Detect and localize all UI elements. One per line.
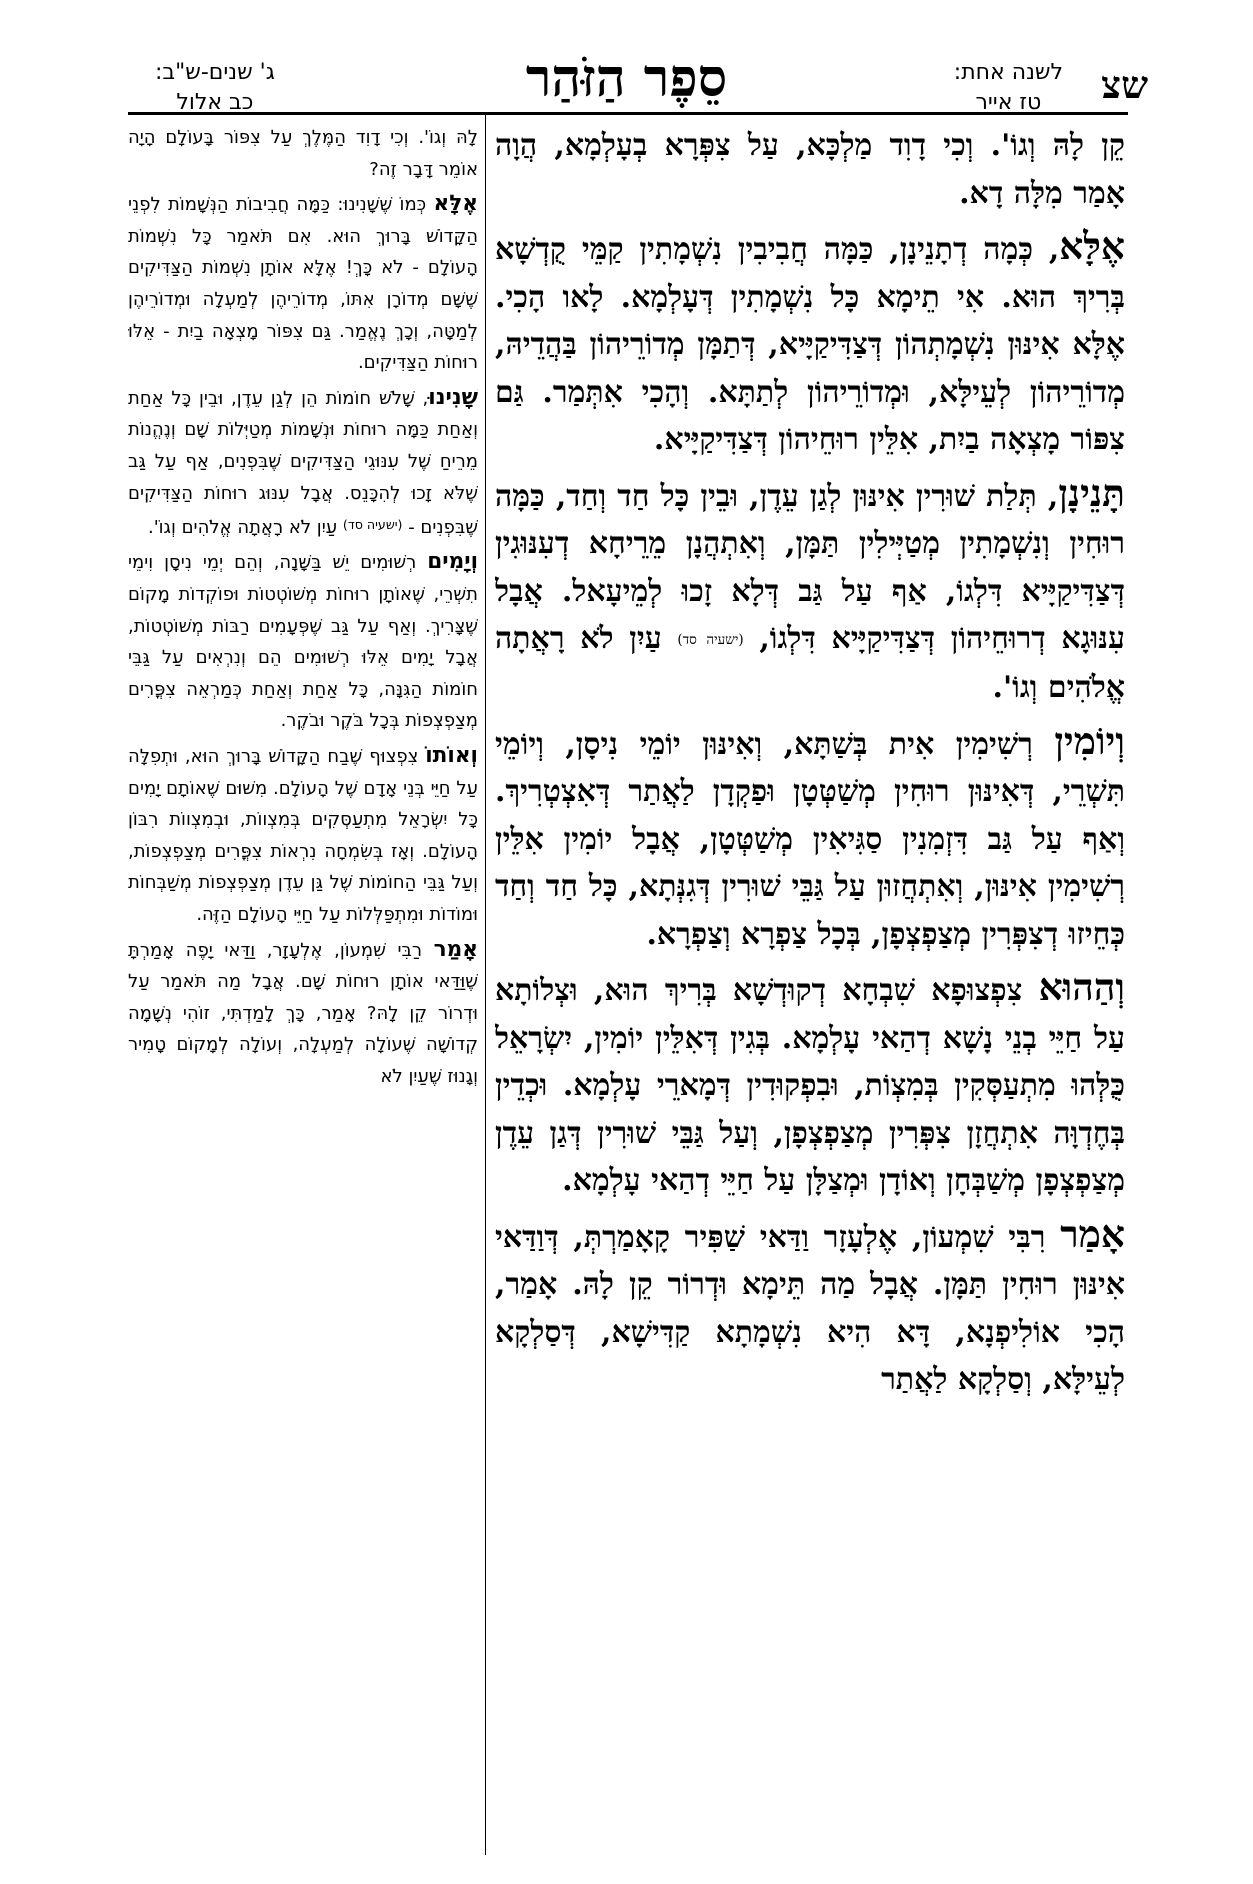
schedule-date: כב אלול	[176, 90, 254, 115]
paragraph	[128, 188, 478, 379]
paragraph-text: רְשׁוּמִים יֵשׁ בַּשָּׁנָה, וְהֵם יְמֵי נִיסָן וִימֵי תִשְׁרֵי, שֶׁאוֹתָן רוּחוֹת מְשׁוֹטְטוֹת וּפוֹקְדוֹת מָקוֹם שֶׁצָּרִיךְ. וְאַף עַל גַּב שֶׁפְּעָמִים רַבּוֹת מְשׁוֹטְטוֹת, אֲבָל יָמִים אֵלּוּ רְשׁוּמִים הֵם וְנִרְאִים עַל גַּבֵּי חוֹמוֹת הַגִּנָּה, כָּל אַחַת וְאַחַת כְּמַרְאֵה צִפֳּרִים מְצַפְצְפוֹת בְּכָל בֹּקֶר וּבֹקֶר.	[128, 552, 478, 732]
paragraph-text: צִפְצוּפָא שִׁבְחָא דְקוּדְשָׁא בְּרִיךְ הוּא, וּצְלוֹתָא עַל חַיֵּי בְנֵי נָשָׁא דְהַאי עָלְמָא. בְּגִין דְּאִלֵּין יוֹמִין, יִשְׂרָאֵל כֻּלְּהוּ מִתְעַסְּקִין בְּמִצְוֹת, וּבִפְקוּדִין דְּמָארֵי עָלְמָא. וּכְדֵין בְּחֶדְוָּה אִתְחֲזָן צִפְּרִין מְצַפְצְפָן, וְעַל גַּבֵּי שׁוּרִין דְּגַן עֵדֶן מְצַפְצְפָן מְשַׁבְּחָן וְאוֹדָן וּמְצַלָּן עַל חַיֵּי דְהַאי עָלְמָא.	[495, 973, 1125, 1199]
paragraph-lead-word: וְיוֹמִין	[1054, 718, 1125, 763]
paragraph	[495, 470, 1125, 712]
study-schedule-three-years	[155, 58, 275, 118]
paragraph-text: רַבִּי שִׁמְעוֹן, אֶלְעָזָר, וַדַּאי יָפֶה אָמַרְתָּ שֶׁוַּדַּאי אוֹתָן רוּחוֹת שָׁם. אֲבָל מַה תֹּאמַר עַל וּדְרוֹר קֵן לָהּ? אָמַר, כָּךְ לָמַדְתִּי, זוֹהִי נְשָׁמָה קְדוֹשָׁה שֶׁעוֹלָה לְמַעְלָה, וְעוֹלָה לְמָקוֹם טָמִיר וְגָנוּז שֶׁעַיִן לֹא	[128, 939, 478, 1087]
paragraph-text: רְשִׁימִין אִית בְּשַׁתָּא, וְאִינּוּן יוֹמֵי נִיסָן, וְיוֹמֵי תִּשְׁרֵי, דְּאִינּוּן רוּחִין מְשַׁטְּטָן וּפַקְדָן לַאֲתַר דְּאִצְטְרִיךְ. וְאַף עַל גַּב דִּזְמִנִין סַגִּיאִין מְשַׁטְּטָן, אֲבָל יוֹמִין אִלֵּין רְשִׁימִין אִינּוּן, וְאִתְחֲזוּן עַל גַּבֵּי שׁוּרִין דְּגִנְּתָא, כָּל חַד וְחַד כְּחֵיזוּ דְצִפְּרִין מְצַפְצְפָן, בְּכָל צַפְרָא וְצַפְרָא.	[495, 726, 1125, 952]
paragraph	[495, 964, 1125, 1205]
paragraph	[495, 223, 1125, 464]
paragraph-text: כְּמוֹ שֶׁשָּׁנִינוּ: כַּמָּה חֲבִיבוֹת הַנְּשָׁמוֹת לִפְנֵי הַקָּדוֹשׁ בָּרוּךְ הוּא. אִם תֹּאמַר כָּל נִשְׁמוֹת הָעוֹלָם - לֹא כָּךְ! אֶלָּא אוֹתָן נִשְׁמוֹת הַצַּדִּיקִים שֶׁשָּׁם מְדוֹרָן אִתּוֹ, מְדוֹרֵיהֶן לְמַעְלָה וּמְדוֹרֵיהֶן לְמַטָּה, וְכָךְ נֶאֱמַר. גַּם צִפּוֹר מָצְאָה בַיִת - אֵלּוּ רוּחוֹת הַצַּדִּיקִים.	[128, 194, 478, 374]
paragraph	[128, 740, 478, 931]
paragraph-lead-word: אָמַר	[1060, 1211, 1125, 1256]
paragraph-text: לָהּ וְגוֹ'. וְכִי דָוִד הַמֶּלֶךְ עַל צִפּוֹר בָּעוֹלָם הָיָה אוֹמֵר דָּבָר זֶה?	[128, 127, 478, 180]
paragraph-text: , כְּמָה דְתָנֵינָן, כַּמָּה חֲבִיבִין נִשְׁמָתִין קַמֵּי קֻדְשָׁא בְּרִיךְ הוּא. אִי תֵימָא כָּל נִשְׁמָתִין דְּעָלְמָא. לָאו הָכִי. אֶלָּא אִינּוּן נִשְׁמָתְהוֹן דְּצַדִּיקַיָּיא, דְּתַמָּן מְדוֹרֵיהוֹן בַּהֲדֵיהּ, מְדוֹרֵיהוֹן לְעֵילָּא, וּמְדוֹרֵיהוֹן לְתַתָּא. וְהָכִי אִתְּמַר. גַּם צִפּוֹר מָצְאָה בַיִת, אִלֵּין רוּחֵיהוֹן דְּצַדִּיקַיָּיא.	[495, 232, 1125, 457]
paragraph-lead-word: אָמַר	[433, 936, 478, 962]
scripture-reference: (ישעיה סד)	[677, 631, 744, 648]
paragraph-lead-word: וְיָמִים	[427, 549, 478, 575]
paragraph	[128, 546, 478, 737]
paragraph-text: עַיִן לֹא רָאֲתָה אֱלֹהִים וְגוֹ'.	[495, 621, 1125, 706]
page-header	[0, 40, 1253, 115]
header-rule	[128, 112, 1128, 115]
paragraph-text: , שָׁלֹשׁ חוֹמוֹת הֵן לְגַן עֵדֶן, וּבֵין כָּל אַחַת וְאַחַת כַּמָּה רוּחוֹת וּנְשָׁמוֹת מְטַיְּלוֹת שָׁם וְנֶהֱנוֹת מֵרֵיחַ שֶׁל עִנּוּגֵי הַצַּדִּיקִים שֶׁבִּפְנִים, אַף עַל גַּב שֶׁלֹּא זָכוּ לְהִכָּנֵס. אֲבָל עִנּוּג רוּחוֹת הַצַּדִּיקִים שֶׁבִּפְנִים -	[128, 387, 478, 538]
paragraph	[128, 382, 478, 544]
paragraph-text: צִפְצוּף שֶׁבַח הַקָּדוֹשׁ בָּרוּךְ הוּא, וּתְפִלָּה עַל חַיֵּי בְּנֵי אָדָם שֶׁל הָעוֹלָם. מִשּׁוּם שֶׁאוֹתָם יָמִים כָּל יִשְׂרָאֵל מִתְעַסְּקִים בְּמִצְווֹת, וּבְמִצְווֹת רִבּוֹן הָעוֹלָם. וְאָז בְּשִׂמְחָה נִרְאוֹת צִפֳּרִים מְצַפְצְפוֹת, וְעַל גַּבֵּי הַחוֹמוֹת שֶׁל גַּן עֵדֶן מְצַפְצְפוֹת מְשַׁבְּחוֹת וּמוֹדוֹת וּמִתְפַּלְּלוֹת עַל חַיֵּי הָעוֹלָם הַזֶּה.	[128, 746, 478, 926]
book-title: סֵפֶר הַזֹּהַר	[525, 48, 728, 109]
schedule-date: טז אייר	[975, 90, 1042, 115]
paragraph	[128, 122, 478, 185]
page-number: שצ	[1101, 62, 1148, 107]
paragraph-text: רִבִּי שִׁמְעוֹן, אֶלְעָזָר וַדַּאי שַׁפִּיר קָאָמַרְתְּ, דְּוַדַּאי אִינּוּן רוּחִין תַּמָּן. אֲבָל מַה תֵּימָא וּדְרוֹר קֵן לָהּ. אָמַר, הָכִי אוֹלִיפְנָא, דָּא הִיא נִשְׁמָתָא קַדִּישָׁא, דְּסַלְקָא לְעֵילָּא, וְסַלְקָא לַאֲתַר	[495, 1219, 1125, 1398]
paragraph-lead-word: וְאוֹתוֹ	[425, 743, 478, 769]
paragraph	[495, 1211, 1125, 1404]
paragraph	[495, 718, 1125, 959]
paragraph-lead-word: וְהַהוּא	[1038, 965, 1125, 1010]
paragraph-lead-word: אֶלָּא	[1059, 224, 1125, 268]
paragraph-text: , תְּלַת שׁוּרִין אִינּוּן לְגַן עֵדֶן, וּבֵין כָּל חַד וְחַד, כַּמָּה רוּחִין וְנִשְׁמָתִין מְטַיְּילִין תַּמָּן, וְאִתְהֲנָן מֵרֵיחָא דְעִנּוּגִין דְּצַדִּיקַיָּיא דִּלְגוֹ, אַף עַל גַּב דְּלָא זָכוּ לְמֵיעָאל. אֲבָל עִנּוּגָא דְרוּחֵיהוֹן דְּצַדִּיקַיָּיא דִּלְגוֹ,	[495, 478, 1125, 656]
scripture-reference: (ישעיה סד)	[342, 517, 403, 533]
column-divider	[485, 115, 486, 1855]
aramaic-column	[495, 122, 1125, 1862]
paragraph-lead-word: אֶלָּא	[433, 191, 478, 217]
paragraph	[495, 122, 1125, 217]
paragraph-lead-word: שָׁנִינוּ	[428, 384, 478, 410]
paragraph	[128, 934, 478, 1093]
schedule-label: ג' שנים-ש"ב:	[155, 60, 275, 85]
paragraph-lead-word: תָּנֵינָן	[1058, 470, 1125, 515]
schedule-label: לשנה אחת:	[953, 60, 1063, 85]
paragraph-text: קֵן לָהּ וְגוֹ'. וְכִי דָוִד מַלְכָּא, עַל צִפְּרָא בְעָלְמָא, הֲוָה אָמַר מִלָּה דָא.	[495, 128, 1125, 211]
paragraph-text: עַיִן לֹא רָאֲתָה אֱלֹהִים וְגוֹ'.	[147, 516, 338, 538]
hebrew-translation-column	[128, 122, 478, 1862]
